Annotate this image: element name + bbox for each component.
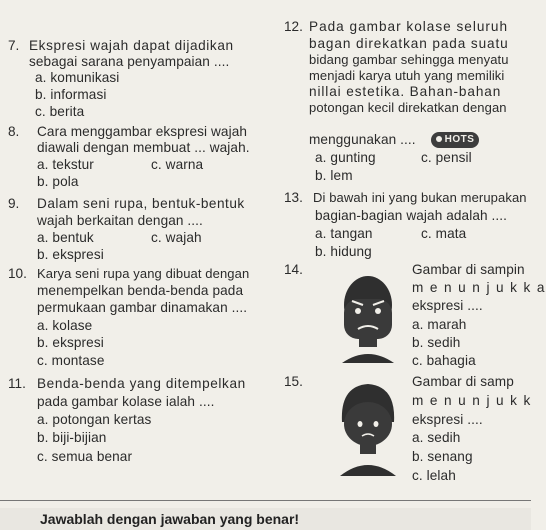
q13-text-1: Di bawah ini yang bukan merupakan [313, 190, 527, 205]
q15-text-1: Gambar di samp [412, 374, 514, 389]
q8-option-b: b. pola [37, 174, 79, 189]
q10-option-b: b. ekspresi [37, 335, 104, 350]
q11-number: 11. [8, 376, 26, 391]
q11-option-c: c. semua benar [37, 449, 133, 464]
footer-instruction: Jawablah dengan jawaban yang benar! [40, 511, 300, 527]
q14-text-2: m e n u n j u k k a [412, 280, 546, 295]
q9-option-c: c. wajah [151, 230, 202, 245]
q9-text-1: Dalam seni rupa, bentuk-bentuk [37, 196, 245, 211]
q15-text-3: ekspresi .... [412, 412, 483, 427]
q10-option-a: a. kolase [37, 318, 93, 333]
q9-number: 9. [8, 196, 20, 211]
q13-option-b: b. hidung [315, 244, 372, 259]
q14-text-3: ekspresi .... [412, 298, 483, 313]
q7-option-b: b. informasi [35, 87, 107, 102]
hots-dot-icon [436, 136, 442, 142]
q10-option-c: c. montase [37, 353, 105, 368]
q7-option-a: a. komunikasi [35, 70, 120, 85]
q10-text-2: menempelkan benda-benda pada [37, 283, 244, 298]
q8-option-c: c. warna [151, 157, 204, 172]
angry-face-image [332, 263, 404, 363]
q11-text-2: pada gambar kolase ialah .... [37, 394, 215, 409]
q15-number: 15. [284, 374, 303, 389]
q8-number: 8. [8, 124, 20, 139]
q13-option-a: a. tangan [315, 226, 373, 241]
q12-text-6: potongan kecil direkatkan dengan [309, 100, 507, 115]
q9-text-2: wajah berkaitan dengan .... [37, 213, 203, 228]
q13-option-c: c. mata [421, 226, 467, 241]
hots-badge [431, 132, 479, 148]
q15-option-c: c. lelah [412, 468, 456, 483]
q14-number: 14. [284, 262, 303, 277]
q8-text-1: Cara menggambar ekspresi wajah [37, 124, 248, 139]
divider-line [0, 500, 531, 501]
q9-option-b: b. ekspresi [37, 247, 104, 262]
q7-text-2: sebagai sarana penyampaian .... [29, 54, 230, 69]
q12-text-5: nillai estetika. Bahan-bahan [309, 84, 502, 99]
q14-option-c: c. bahagia [412, 353, 476, 368]
q8-text-2: diawali dengan membuat ... wajah. [37, 140, 250, 155]
q15-text-2: m e n u n j u k k [412, 393, 532, 408]
q14-option-a: a. marah [412, 317, 467, 332]
q10-text-3: permukaan gambar dinamakan .... [37, 300, 248, 315]
q15-option-a: a. sedih [412, 430, 461, 445]
q11-text-1: Benda-benda yang ditempelkan [37, 376, 246, 391]
q13-number: 13. [284, 190, 303, 205]
q7-text-1: Ekspresi wajah dapat dijadikan [29, 38, 234, 53]
q11-option-b: b. biji-bijian [37, 430, 107, 445]
q12-text-3: bidang gambar sehingga menyatu [309, 52, 509, 67]
q12-option-a: a. gunting [315, 150, 376, 165]
q9-option-a: a. bentuk [37, 230, 94, 245]
q12-text-2: bagan direkatkan pada suatu [309, 36, 509, 51]
q12-number: 12. [284, 19, 303, 34]
q12-option-b: b. lem [315, 168, 353, 183]
hots-label: HOTS [444, 134, 475, 145]
q14-text-1: Gambar di sampin [412, 262, 525, 277]
q11-option-a: a. potongan kertas [37, 412, 152, 427]
q8-option-a: a. tekstur [37, 157, 94, 172]
q14-option-b: b. sedih [412, 335, 461, 350]
q10-number: 10. [8, 266, 27, 281]
footer-banner [0, 508, 531, 530]
q12-text-1: Pada gambar kolase seluruh [309, 19, 509, 34]
q12-option-c: c. pensil [421, 150, 472, 165]
q12-text-7: menggunakan .... [309, 132, 416, 147]
q10-text-1: Karya seni rupa yang dibuat dengan [37, 266, 250, 281]
q13-text-2: bagian-bagian wajah adalah .... [315, 208, 508, 223]
sad-face-image [332, 376, 404, 476]
q7-option-c: c. berita [35, 104, 85, 119]
q7-number: 7. [8, 38, 20, 53]
q15-option-b: b. senang [412, 449, 473, 464]
q12-text-4: menjadi karya utuh yang memiliki [309, 68, 505, 83]
